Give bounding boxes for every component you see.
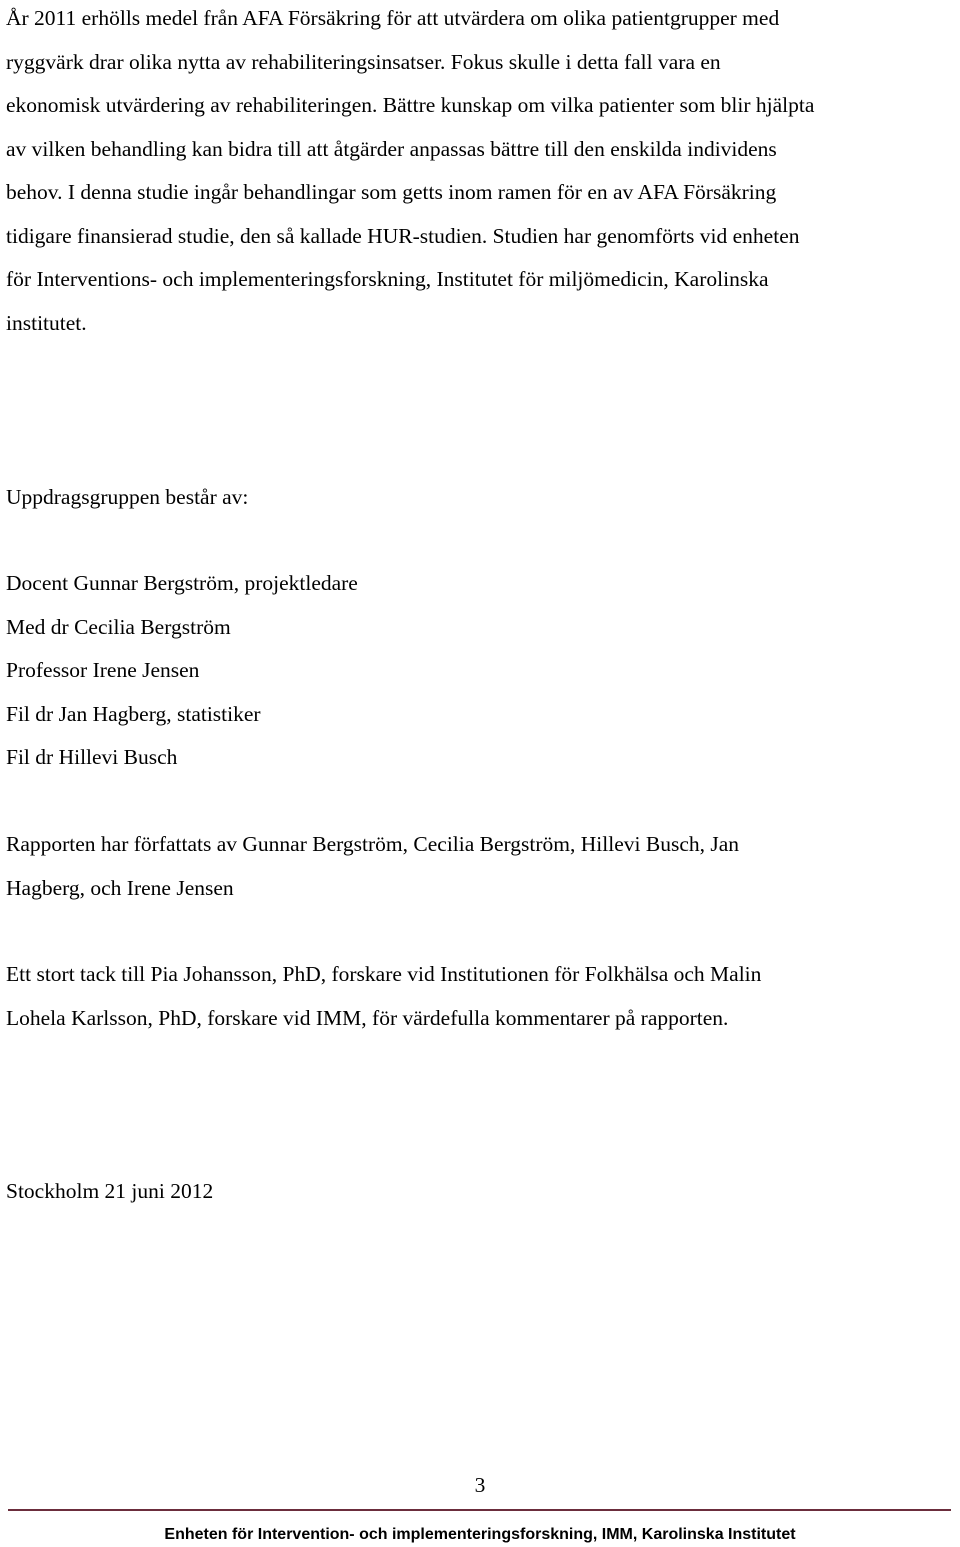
intro-line: institutet. <box>6 310 87 335</box>
intro-line: för Interventions- och implementeringsforskning, Institutet för miljömedicin, Karolinska <box>6 267 769 291</box>
authors-paragraph <box>6 823 956 910</box>
acknowledgement-line: Lohela Karlsson, PhD, forskare vid IMM, för värdefulla kommentarer på rapporten. <box>6 1005 729 1030</box>
member-item: Professor Irene Jensen <box>6 658 200 682</box>
intro-line: ekonomisk utvärdering av rehabiliteringen. Bättre kunskap om vilka patienter som blir hjälpta <box>6 93 815 117</box>
member-list <box>6 562 956 780</box>
page-number: 3 <box>474 1473 486 1497</box>
intro-line: behov. I denna studie ingår behandlingar som getts inom ramen för en av AFA Försäkring <box>6 180 777 204</box>
footer-divider <box>8 1509 951 1511</box>
footer-text: Enheten för Intervention- och implementeringsforskning, IMM, Karolinska Institutet <box>164 1526 796 1543</box>
intro-line: av vilken behandling kan bidra till att åtgärder anpassas bättre till den enskilda individens <box>6 136 777 161</box>
member-item: Med dr Cecilia Bergström <box>6 614 231 639</box>
group-heading: Uppdragsgruppen består av: <box>6 485 249 509</box>
acknowledgement-paragraph <box>6 953 956 1040</box>
intro-line: År 2011 erhölls medel från AFA Försäkring för att utvärdera om olika patientgrupper med <box>6 6 780 30</box>
intro-line: ryggvärk drar olika nytta av rehabiliteringsinsatser. Fokus skulle i detta fall vara en <box>6 49 721 74</box>
place-and-date: Stockholm 21 juni 2012 <box>6 1179 214 1203</box>
intro-paragraph <box>6 0 956 345</box>
member-item: Fil dr Jan Hagberg, statistiker <box>6 701 261 726</box>
member-item: Docent Gunnar Bergström, projektledare <box>6 571 358 595</box>
authors-line: Hagberg, och Irene Jensen <box>6 875 234 900</box>
acknowledgement-line: Ett stort tack till Pia Johansson, PhD, forskare vid Institutionen för Folkhälsa och Malin <box>6 962 762 986</box>
member-item: Fil dr Hillevi Busch <box>6 745 178 769</box>
intro-line: tidigare finansierad studie, den så kallade HUR-studien. Studien har genomförts vid enheten <box>6 223 800 248</box>
authors-line: Rapporten har författats av Gunnar Bergström, Cecilia Bergström, Hillevi Busch, Jan <box>6 832 740 856</box>
